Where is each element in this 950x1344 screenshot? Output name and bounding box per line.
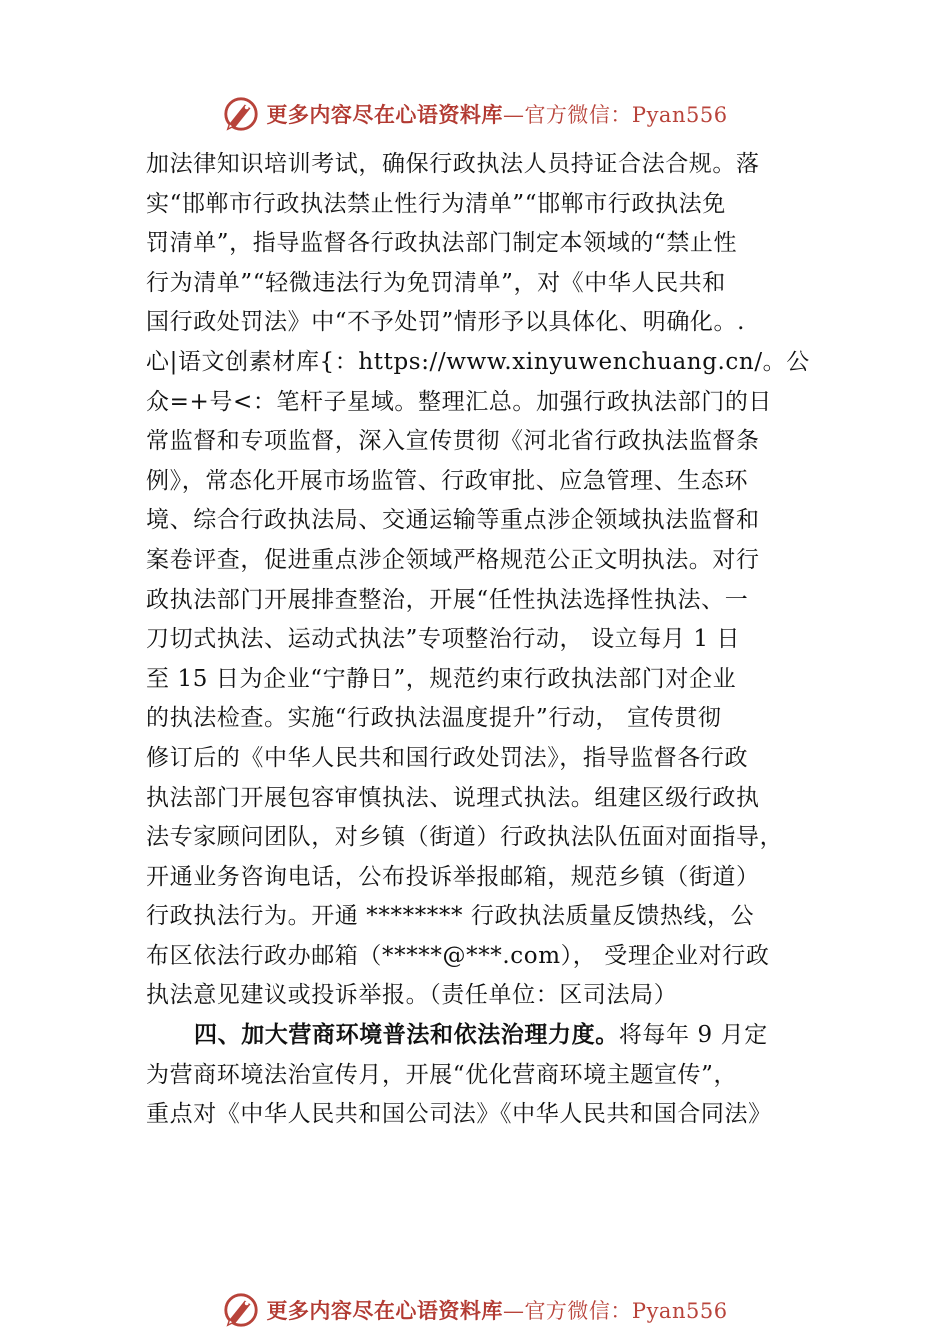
text-line: 加法律知识培训考试，确保行政执法人员持证合法合规。落 (146, 151, 760, 177)
banner-suffix: —官方微信：Pyan556 (502, 1299, 728, 1323)
text-line: 开通业务咨询电话，公布投诉举报邮箱，规范乡镇（街道） (146, 863, 760, 890)
text-line: 执法意见建议或投诉举报。（责任单位：区司法局） (146, 982, 678, 1009)
text-line: 重点对《中华人民共和国公司法》《中华人民共和国合同法》 (146, 1101, 772, 1128)
text-line: 行为清单”“轻微违法行为免罚清单”，对《中华人民共和 (146, 269, 726, 296)
banner-prefix: 更多内容尽在心语资料库 (266, 1298, 503, 1323)
text-line: 行政执法行为。开通 ******** 行政执法质量反馈热线，公 (146, 903, 755, 930)
section-heading-line (146, 1016, 826, 1056)
text-line: 法专家顾问团队，对乡镇（街道）行政执法队伍面对面指导， (146, 824, 784, 851)
document-body (146, 145, 826, 1135)
banner-text (266, 99, 727, 129)
header-watermark-banner (0, 92, 950, 136)
text-line: 修订后的《中华人民共和国行政处罚法》，指导监督各行政 (146, 744, 749, 771)
banner-prefix: 更多内容尽在心语资料库 (266, 102, 503, 127)
heading-line-rest: 将每年 9 月定 (618, 1022, 768, 1049)
pen-logo-icon (222, 1291, 260, 1329)
footer-watermark-banner (0, 1288, 950, 1332)
banner-text (266, 1295, 727, 1325)
text-line: 政执法部门开展排查整治，开展“任性执法选择性执法、一 (146, 586, 749, 613)
text-line: 常监督和专项监督，深入宣传贯彻《河北省行政执法监督条 (146, 428, 760, 455)
text-line: 罚清单”，指导监督各行政执法部门制定本领域的“禁止性 (146, 230, 738, 257)
text-line: 心|语文创素材库{：https://www.xinyuwenchuang.cn/。公 (146, 348, 810, 375)
section-heading: 四、加大营商环境普法和依法治理力度。 (194, 1022, 619, 1049)
text-line: 布区依法行政办邮箱（*****@***.com）， 受理企业对行政 (146, 942, 770, 969)
text-line: 实“邯郸市行政执法禁止性行为清单”“邯郸市行政执法免 (146, 190, 726, 217)
text-line: 案卷评查，促进重点涉企领域严格规范公正文明执法。对行 (146, 546, 760, 573)
text-line: 例》，常态化开展市场监管、行政审批、应急管理、生态环 (146, 467, 749, 494)
text-line: 为营商环境法治宣传月，开展“优化营商环境主题宣传”， (146, 1061, 738, 1088)
pen-logo-icon (222, 95, 260, 133)
text-line: 国行政处罚法》中“不予处罚”情形予以具体化、明确化。. (146, 309, 746, 336)
text-line: 刀切式执法、运动式执法”专项整治行动， 设立每月 1 日 (146, 626, 741, 653)
text-line: 境、综合行政执法局、交通运输等重点涉企领域执法监督和 (146, 507, 760, 534)
text-line: 执法部门开展包容审慎执法、说理式执法。组建区级行政执 (146, 784, 760, 811)
banner-suffix: —官方微信：Pyan556 (502, 103, 728, 127)
text-line: 众=+号<：笔杆子星域。整理汇总。加强行政执法部门的日 (146, 388, 773, 415)
text-line: 至 15 日为企业“宁静日”，规范约束行政执法部门对企业 (146, 665, 737, 692)
text-line: 的执法检查。实施“行政执法温度提升”行动， 宣传贯彻 (146, 705, 722, 732)
